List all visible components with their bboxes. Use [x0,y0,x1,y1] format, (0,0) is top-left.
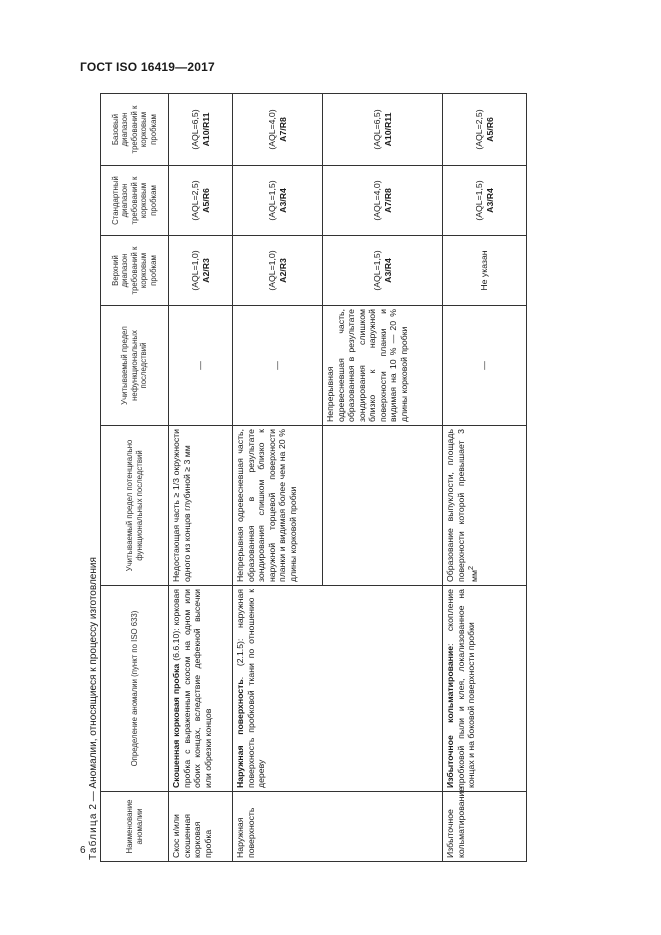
acceptance-code: A10/R11 [382,112,393,147]
col-header-nonfunctional: Учитываемый предел нефункциональных последствий [101,306,169,426]
table-header-row [101,94,169,862]
acceptance-code: A7/R8 [277,117,288,142]
cell-standard [323,166,443,236]
aql-value: (AQL=6,5) [190,109,200,150]
definition-text: (6.6.10): корковая пробка с выраженным скосом на одном или обоих концах, вследствие дефекной высечки или обрезки концов [171,589,213,788]
col-header-functional: Учитываемый предел потенциально функциональных последствий [101,426,169,586]
acceptance-code: A5/R6 [200,188,211,213]
cell-definition [233,586,443,792]
col-header-standard: Стандартный диапазон требований к корковым пробкам [101,166,169,236]
definition-text: : скопление пробковой пыли и клея, локализованное на концах и на боковой поверхности пробки [445,589,476,788]
cell-basic [233,94,323,166]
table-row [169,94,233,862]
anomalies-table [100,93,527,862]
cell-nonfunctional: — [233,306,323,426]
aql-value: (AQL=1,5) [267,180,277,221]
table-caption [88,557,99,860]
col-header-name: Наименование аномалии [101,792,169,862]
acceptance-code: A3/R4 [484,188,495,213]
cell-name: Избыточное кольматирование [443,792,527,862]
cell-name: Скос и/или скошенная корковая пробка [169,792,233,862]
cell-standard [443,166,527,236]
acceptance-code: A5/R6 [484,117,495,142]
cell-nonfunctional: Непрерывная одревесневшая часть, образованная в результате зондирования слишком близко к наружной поверхности планки и видимая на 10 % — 20 % длины корковой пробки [323,306,443,426]
acceptance-code: A3/R4 [382,258,393,283]
cell-basic [323,94,443,166]
cell-standard [233,166,323,236]
aql-value: (AQL=1,0) [267,250,277,291]
cell-functional [323,426,443,586]
document-header: ГОСТ ISO 16419—2017 [80,60,215,74]
definition-term: Скошенная корковая пробка [171,663,181,788]
cell-upper [169,236,233,306]
table-caption-prefix: Таблица [88,812,99,860]
cell-upper [323,236,443,306]
cell-definition [443,586,527,792]
aql-value: (AQL=1,0) [190,250,200,291]
aql-value: (AQL=4,0) [372,180,382,221]
cell-basic [443,94,527,166]
cell-functional: Недостающая часть ≥ 1/3 окружности одного из концов глубиной ≥ 3 мм [169,426,233,586]
aql-value: (AQL=6,5) [372,109,382,150]
col-header-upper: Верхний диапазон требований к корковым пробкам [101,236,169,306]
acceptance-code: A7/R8 [382,188,393,213]
page-number: 6 [80,845,86,856]
cell-definition [169,586,233,792]
table-row [443,94,527,862]
table-row [233,94,323,862]
cell-upper: Не указан [443,236,527,306]
acceptance-code: A10/R11 [200,112,211,147]
aql-value: (AQL=4,0) [267,109,277,150]
cell-functional [443,426,527,586]
table-caption-text: 2 — Аномалии, относящиеся к процессу изготовления [88,557,99,810]
cell-upper [233,236,323,306]
col-header-basic: Базовый диапазон требований к корковым пробкам [101,94,169,166]
definition-term: Наружная поверхность [235,679,245,788]
aql-value: (AQL=2,5) [474,109,484,150]
cell-functional: Непрерывная одревесневшая часть, образованная в результате зондирования слишком близко к наружной торцевой поверхности планки и видимая более чем на 20 % длины корковой пробки [233,426,323,586]
cell-nonfunctional: — [169,306,233,426]
aql-value: (AQL=1,5) [372,250,382,291]
functional-text: Образование выпуклости, площадь поверхности которой превышает 3 мм [445,429,479,582]
cell-standard [169,166,233,236]
superscript: 2 [466,566,475,571]
definition-term: Избыточное кольматирование [445,645,455,788]
aql-value: (AQL=1,5) [474,180,484,221]
definition-text: . (2.1.5): наружная поверхность пробковой ткани по отношению к дереву [235,589,266,788]
cell-basic [169,94,233,166]
cell-nonfunctional: — [443,306,527,426]
acceptance-code: A3/R4 [277,188,288,213]
col-header-definition: Определение аномалии (пункт по ISO 633) [101,586,169,792]
aql-value: (AQL=2,5) [190,180,200,221]
acceptance-code: A2/R3 [200,258,211,283]
rotated-table-container [84,62,644,862]
acceptance-code: A2/R3 [277,258,288,283]
cell-name: Наружная поверхность [233,792,443,862]
